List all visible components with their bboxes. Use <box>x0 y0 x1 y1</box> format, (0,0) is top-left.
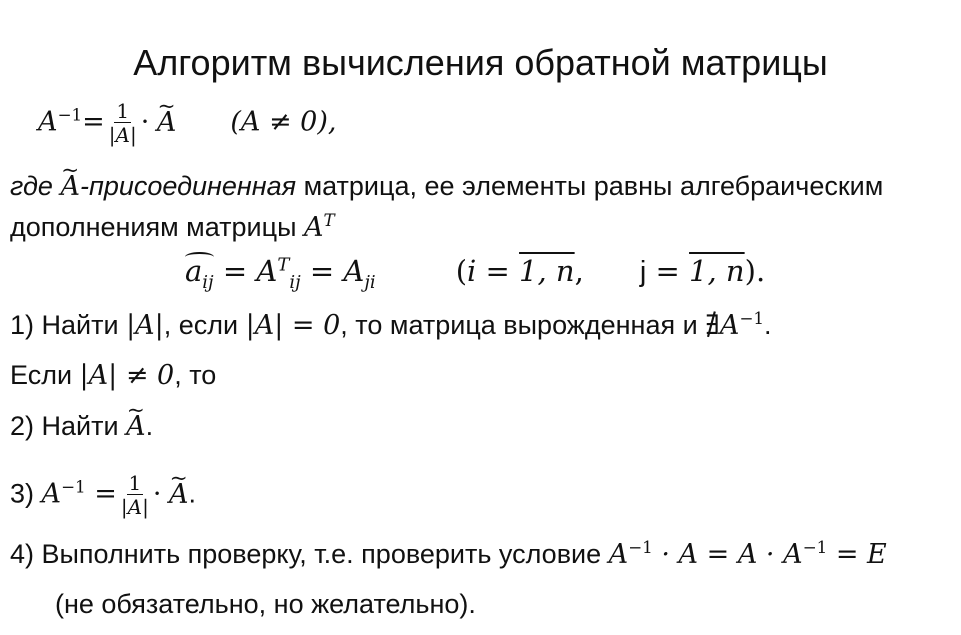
step-4 <box>10 537 887 572</box>
formula-fraction <box>109 100 137 147</box>
step3-numerator: 1 <box>128 471 142 495</box>
check-formula-end: = E <box>827 539 887 570</box>
formula-inv-sup: −1 <box>57 104 83 125</box>
formula2-eq2: = <box>300 254 344 288</box>
adjugate-symbol: ~ A <box>157 106 177 140</box>
formula2-eq1: = <box>213 254 257 288</box>
transpose-a: A <box>304 212 324 243</box>
check-formula-a: A <box>608 539 629 570</box>
if-condition: |A| ≠ 0 <box>79 360 175 391</box>
step1-text-3: , то матрица вырожденная и <box>340 310 706 340</box>
step3-dot: · <box>152 478 162 510</box>
optional-note: (не обязательно, но желательно). <box>55 589 476 619</box>
cofactor-sub: ij <box>289 271 301 293</box>
adjugate-symbol: ~ A <box>169 478 189 512</box>
definition-text: матрица, ее элементы равны алгебраическим <box>296 171 884 201</box>
index-j: j <box>639 256 647 288</box>
cofactor-a: A <box>256 254 278 288</box>
check-sup-2: −1 <box>802 537 828 557</box>
step1-end: . <box>764 310 772 340</box>
step-2 <box>10 409 153 444</box>
cofactor2-sub: ji <box>364 271 376 293</box>
step1-inverse-sup: −1 <box>739 308 764 328</box>
definition-term: -присоединенная <box>79 171 297 201</box>
check-formula-middle: · A = A · A <box>652 539 803 570</box>
check-sup-1: −1 <box>628 537 653 557</box>
not-exists-symbol: ∄ <box>705 310 720 341</box>
definition-italic-prefix: где <box>10 171 61 201</box>
element-formula <box>185 254 766 293</box>
step1-text-2: , если <box>163 310 246 340</box>
step-1 <box>10 308 772 343</box>
slide-title: Алгоритм вычисления обратной матрицы <box>133 42 828 83</box>
formula-dot: · <box>140 106 150 138</box>
range-open: ( <box>455 254 468 288</box>
nonzero-condition: (A ≠ 0), <box>230 106 337 138</box>
index-i: i <box>467 254 477 288</box>
step3-end: . <box>188 478 196 509</box>
range-eq: = <box>476 254 520 288</box>
range-eq-2: = <box>646 254 690 288</box>
definition-line-1 <box>10 169 883 204</box>
definition-text-2: дополнениям матрицы <box>10 212 304 242</box>
step1-text: 1) Найти <box>10 310 127 340</box>
if-text: Если <box>10 360 80 390</box>
if-text-2: , то <box>174 360 217 390</box>
element-a: a <box>185 254 203 288</box>
formula-a: A <box>38 106 58 138</box>
adjugate-symbol: ~ A <box>60 170 80 204</box>
if-line <box>10 358 216 393</box>
range-i: 1, n <box>519 254 575 288</box>
fraction-denominator: |A| <box>108 123 137 147</box>
step2-end: . <box>145 411 154 441</box>
step1-inverse: A <box>719 310 740 341</box>
step3-a: A <box>41 478 62 510</box>
range-close: ). <box>744 254 766 288</box>
step3-denominator: |A| <box>120 495 149 519</box>
inverse-formula <box>38 100 336 147</box>
range-j: 1, n <box>689 254 745 288</box>
step3-text: 3) <box>10 478 42 509</box>
step1-det: |A| <box>126 310 164 341</box>
step3-eq: = <box>85 478 117 510</box>
step3-inv-sup: −1 <box>61 476 86 497</box>
step-3 <box>10 472 196 519</box>
step2-text: 2) Найти <box>10 411 127 441</box>
cofactor-a2: A <box>343 254 365 288</box>
definition-line-2 <box>10 210 335 245</box>
adjugate-symbol: ~ A <box>126 410 146 444</box>
step4-text: 4) Выполнить проверку, т.е. проверить условие <box>10 539 609 569</box>
element-sub: ij <box>202 271 214 293</box>
formula-eq: = <box>82 106 105 138</box>
adjugate-element <box>185 254 214 293</box>
step3-fraction <box>121 472 149 519</box>
cofactor-sup: T <box>277 254 290 276</box>
transpose-sup: T <box>323 210 335 230</box>
step1-det-zero: |A| = 0 <box>245 310 341 341</box>
range-comma: , <box>574 254 584 288</box>
fraction-numerator: 1 <box>116 99 130 123</box>
